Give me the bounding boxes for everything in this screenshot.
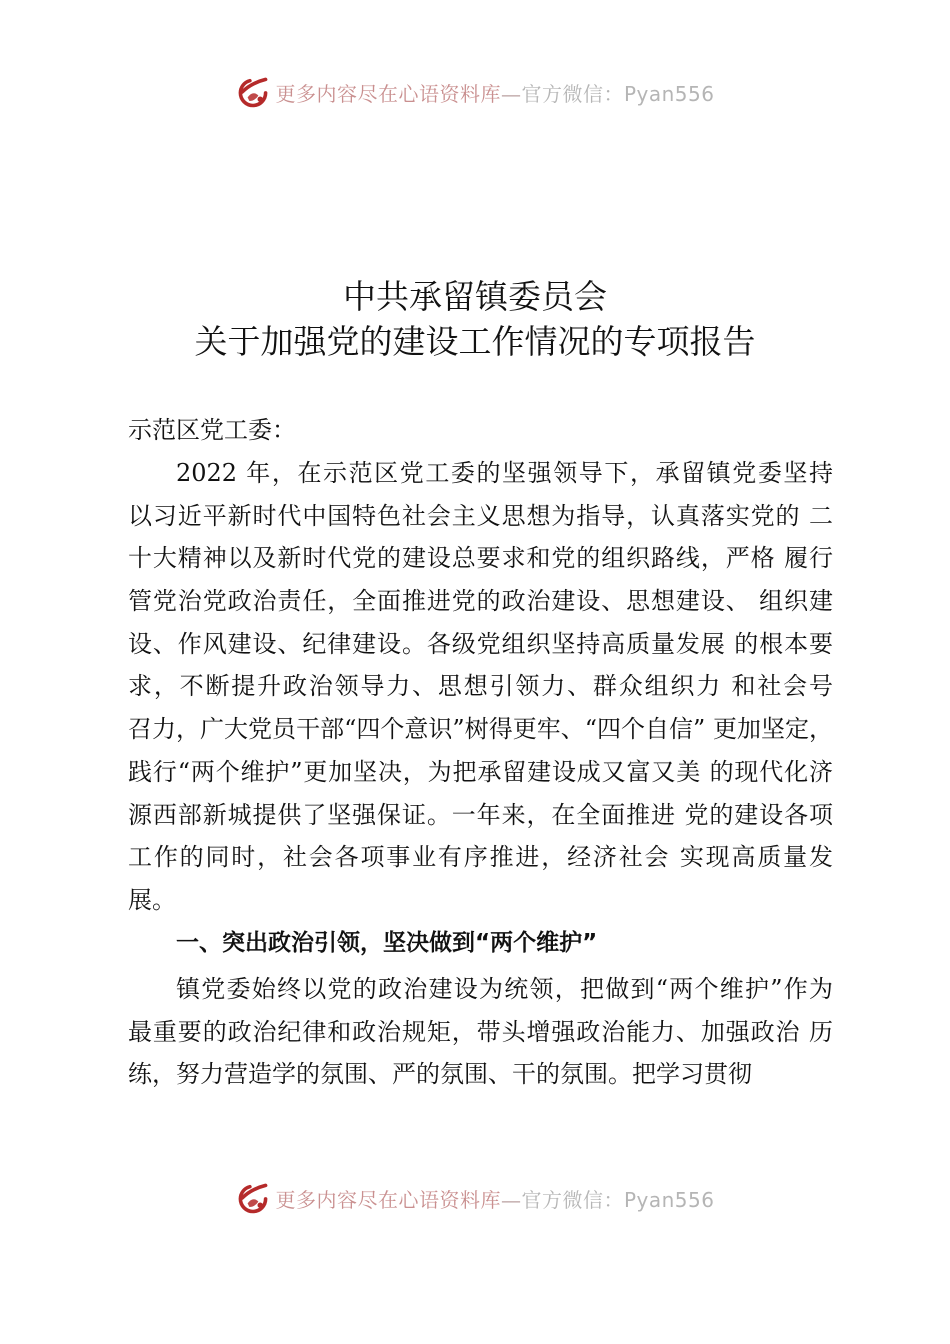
section-heading-1: 一、突出政治引领，坚决做到“两个维护” — [176, 930, 598, 956]
paragraph-line: 十大精神以及新时代党的建设总要求和党的组织路线，严格 履行 — [128, 544, 833, 573]
banner-separator: — — [500, 1187, 522, 1212]
document-title-line2: 关于加强党的建设工作情况的专项报告 — [194, 322, 756, 361]
paragraph-line: 最重要的政治纪律和政治规矩，带头增强政治能力、加强政治 历 — [128, 1017, 833, 1046]
paragraph-line: 2022 年，在示范区党工委的坚强领导下，承留镇党委坚持 — [176, 459, 833, 487]
brush-stroke-logo-icon — [235, 1180, 271, 1216]
banner-text — [275, 78, 714, 107]
banner-wechat-text: 官方微信：Pyan556 — [521, 81, 715, 106]
paragraph-line: 践行“两个维护”更加坚决，为把承留建设成又富又美 的现代化济 — [128, 757, 833, 786]
paragraph-line: 练，努力营造学的氛围、严的氛围、干的氛围。把学习贯彻 — [128, 1060, 752, 1089]
banner-text — [275, 1184, 714, 1213]
footer-banner — [0, 1178, 950, 1218]
paragraph-line: 源西部新城提供了坚强保证。一年来，在全面推进 党的建设各项 — [128, 800, 833, 829]
document-title-line1: 中共承留镇委员会 — [343, 277, 607, 316]
banner-separator: — — [500, 81, 522, 106]
paragraph-2 — [128, 968, 833, 1096]
paragraph-line: 镇党委始终以党的政治建设为统领，把做到“两个维护”作为 — [176, 975, 833, 1003]
paragraph-line: 展。 — [128, 885, 176, 914]
paragraph-line: 以习近平新时代中国特色社会主义思想为指导，认真落实党的 二 — [128, 501, 833, 530]
brush-stroke-logo-icon — [235, 74, 271, 110]
paragraph-line: 召力，广大党员干部“四个意识”树得更牢、“四个自信” 更加坚定， — [128, 715, 833, 744]
paragraph-line: 求，不断提升政治领导力、思想引领力、群众组织力 和社会号 — [128, 672, 833, 701]
banner-wechat-text: 官方微信：Pyan556 — [521, 1187, 715, 1212]
header-banner — [0, 72, 950, 112]
banner-library-text: 更多内容尽在心语资料库 — [275, 81, 501, 106]
paragraph-line: 工作的同时，社会各项事业有序推进，经济社会 实现高质量发 — [128, 843, 833, 872]
paragraph-1 — [128, 452, 833, 922]
paragraph-line: 管党治党政治责任，全面推进党的政治建设、思想建设、 组织建 — [128, 587, 833, 616]
salutation: 示范区党工委： — [128, 416, 296, 444]
paragraph-line: 设、作风建设、纪律建设。各级党组织坚持高质量发展 的根本要 — [128, 629, 833, 658]
banner-library-text: 更多内容尽在心语资料库 — [275, 1187, 501, 1212]
